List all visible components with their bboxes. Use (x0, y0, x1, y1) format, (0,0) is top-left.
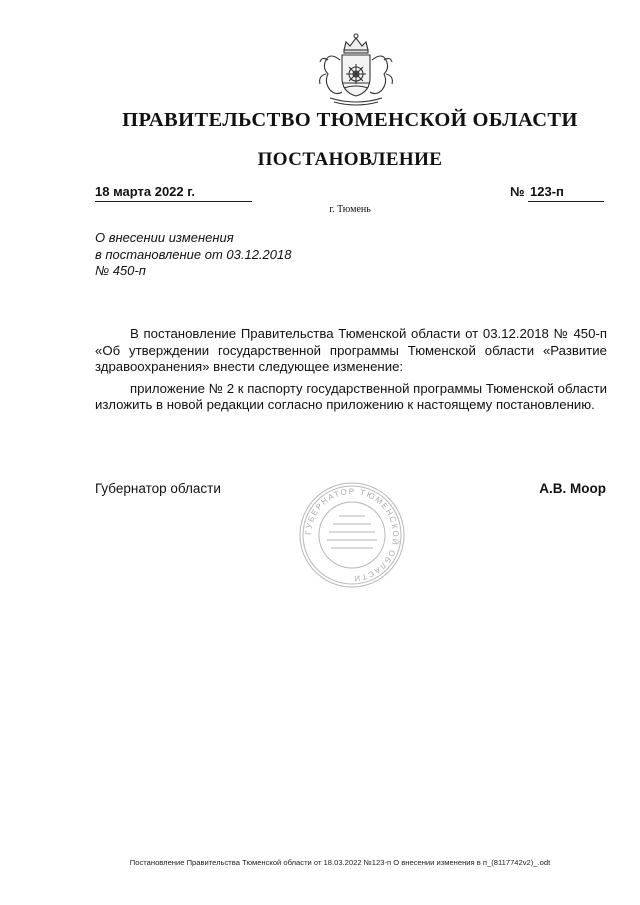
subject-line: № 450-п (95, 263, 146, 278)
subject-line: в постановление от 03.12.2018 (95, 246, 292, 262)
number-underline (528, 201, 604, 202)
signatory-name: А.В. Моор (539, 481, 606, 496)
document-date: 18 марта 2022 г. (95, 184, 195, 199)
government-title: ПРАВИТЕЛЬСТВО ТЮМЕНСКОЙ ОБЛАСТИ (122, 109, 578, 131)
city-name: г. Тюмень (329, 204, 371, 215)
document-body (95, 326, 607, 419)
document-subject (95, 230, 291, 280)
official-seal-icon (297, 480, 407, 590)
document-number: 123-п (530, 184, 564, 199)
seal-text: ГУБЕРНАТОР ТЮМЕНСКОЙ ОБЛАСТИ (303, 486, 401, 584)
tyumen-coat-of-arms-icon (308, 30, 404, 110)
file-footer: Постановление Правительства Тюменской области от 18.03.2022 №123-п О внесении изменения в п_(8117742v2)_.odt (129, 858, 551, 867)
svg-text:ГУБЕРНАТОР ТЮМЕНСКОЙ ОБЛАСТИ (304, 487, 400, 583)
signatory-role: Губернатор области (95, 481, 221, 496)
document-type-heading: ПОСТАНОВЛЕНИЕ (257, 149, 443, 170)
body-paragraph: В постановление Правительства Тюменской области от 03.12.2018 № 450-п «Об утверждении государственной программы Тюменской области «Развитие здравоохранения» внести следующее изменение: (95, 326, 607, 374)
subject-line: О внесении изменения (95, 230, 234, 245)
body-paragraph: приложение № 2 к паспорту государственной программы Тюменской области изложить в новой редакции согласно приложению к настоящему постановлению. (95, 380, 607, 412)
date-underline (95, 201, 252, 202)
document-number-label: № (510, 184, 525, 199)
